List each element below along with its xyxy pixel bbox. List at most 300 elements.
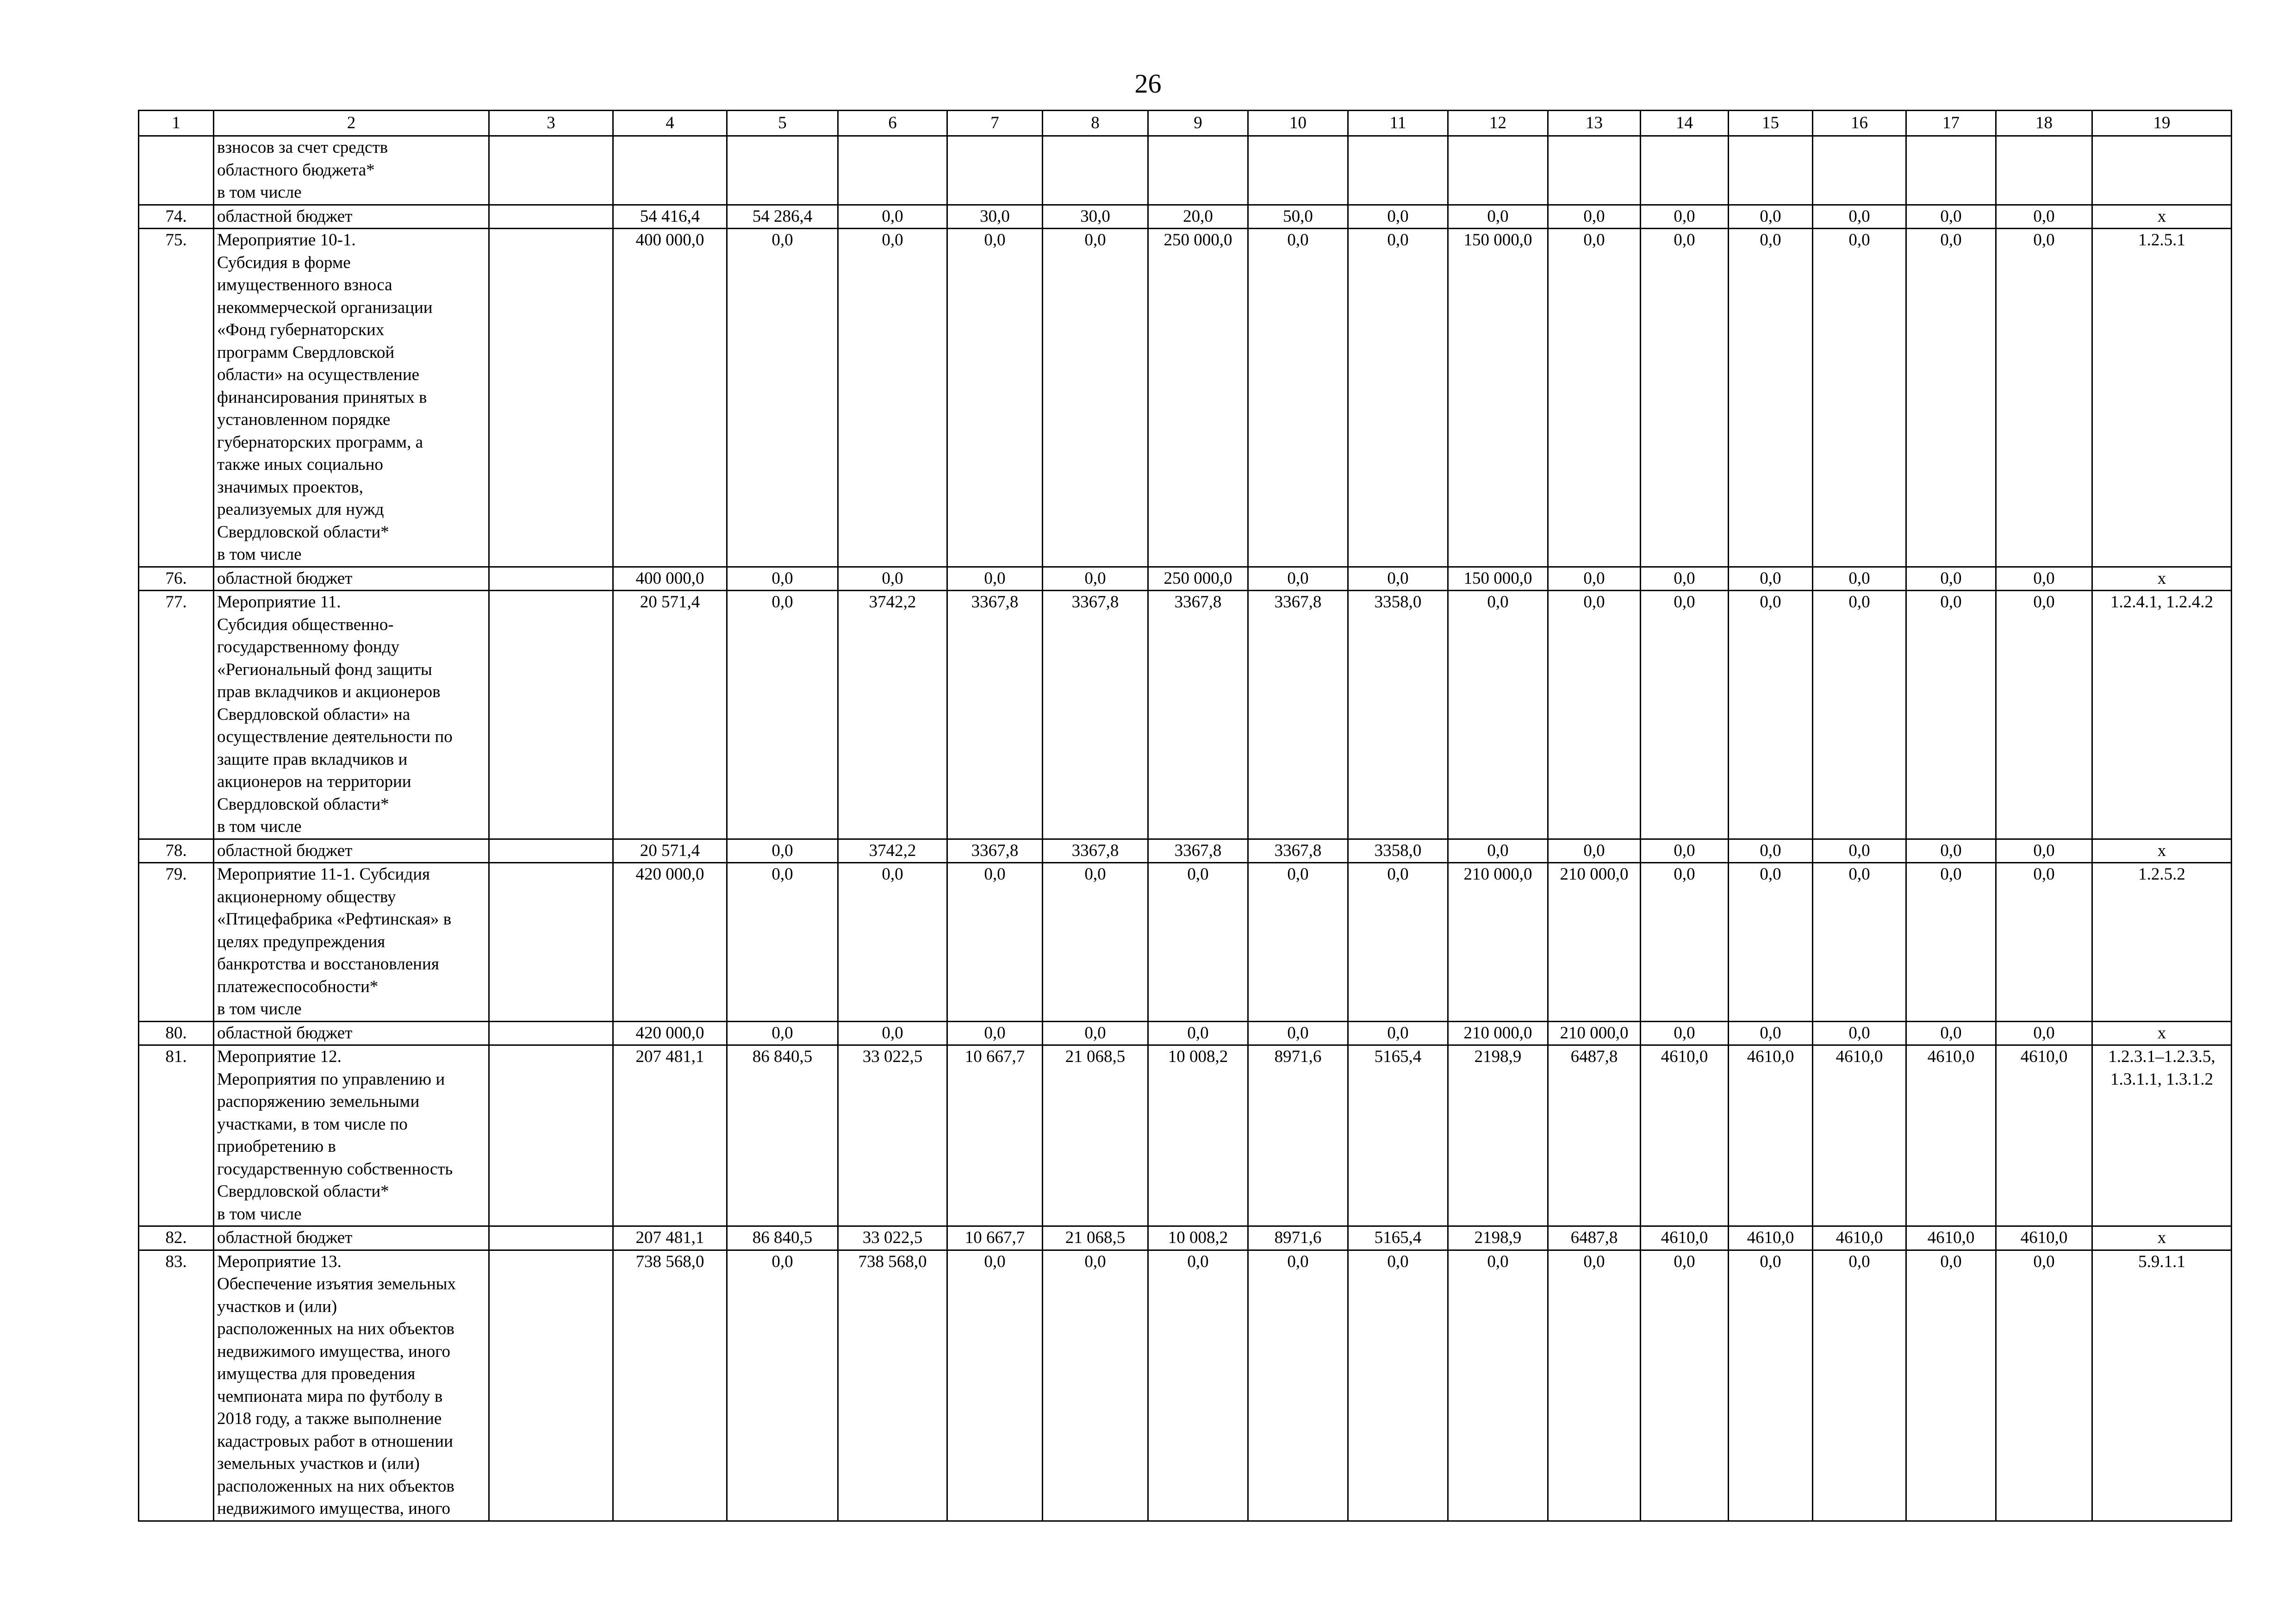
activity-name-line: Мероприятие 11.	[217, 593, 341, 612]
amount-cell	[1548, 136, 1641, 205]
activity-name-line: областной бюджет	[217, 568, 353, 588]
row-number: 78.	[139, 839, 214, 863]
column-number-header: 10	[1248, 111, 1348, 136]
target-indicator-cell	[2092, 863, 2232, 1022]
amount-cell: 0,0	[1348, 1250, 1448, 1521]
target-indicator-line: x	[2157, 568, 2166, 588]
amount-cell: 0,0	[1348, 229, 1448, 567]
amount-cell: 0,0	[1641, 1021, 1729, 1045]
amount-cell	[1996, 136, 2092, 205]
amount-cell: 400 000,0	[613, 567, 727, 591]
activity-name-line: программ Свердловской	[217, 343, 395, 362]
table-row	[139, 1021, 2232, 1045]
amount-cell: 0,0	[1348, 1021, 1448, 1045]
amount-cell: 0,0	[1906, 205, 1996, 229]
column-number-header: 12	[1448, 111, 1548, 136]
activity-name	[214, 1021, 489, 1045]
amount-cell: 0,0	[947, 1250, 1043, 1521]
table-row	[139, 1045, 2232, 1226]
column-number-header: 9	[1148, 111, 1248, 136]
amount-cell	[1906, 136, 1996, 205]
activity-name-line: реализуемых для нужд	[217, 500, 384, 519]
activity-name-line: участками, в том числе по	[217, 1114, 408, 1134]
target-indicator-cell	[2092, 1021, 2232, 1045]
column-number-header: 4	[613, 111, 727, 136]
activity-name-line: областной бюджет	[217, 1228, 353, 1247]
amount-cell: 0,0	[1043, 1021, 1148, 1045]
amount-cell: 3367,8	[1148, 839, 1248, 863]
target-indicator-cell	[2092, 839, 2232, 863]
amount-cell: 0,0	[1248, 229, 1348, 567]
activity-name-line: недвижимого имущества, иного	[217, 1342, 451, 1361]
column-3-cell	[489, 839, 613, 863]
amount-cell: 250 000,0	[1148, 567, 1248, 591]
activity-name-line: банкротства и восстановления	[217, 955, 439, 974]
column-number-header: 15	[1729, 111, 1813, 136]
target-indicator-cell	[2092, 567, 2232, 591]
target-indicator-cell	[2092, 1045, 2232, 1226]
amount-cell: 30,0	[1043, 205, 1148, 229]
amount-cell: 0,0	[1248, 567, 1348, 591]
activity-name-line: расположенных на них объектов	[217, 1319, 454, 1338]
target-indicator-cell	[2092, 136, 2232, 205]
column-number-header: 17	[1906, 111, 1996, 136]
amount-cell: 0,0	[1729, 229, 1813, 567]
table-row	[139, 1226, 2232, 1250]
amount-cell: 0,0	[1996, 591, 2092, 839]
amount-cell: 0,0	[838, 205, 947, 229]
amount-cell: 0,0	[1813, 863, 1906, 1022]
amount-cell: 21 068,5	[1043, 1045, 1148, 1226]
activity-name-line: губернаторских программ, а	[217, 432, 423, 452]
amount-cell: 420 000,0	[613, 1021, 727, 1045]
amount-cell: 0,0	[1813, 591, 1906, 839]
amount-cell: 54 286,4	[727, 205, 838, 229]
activity-name-line: недвижимого имущества, иного	[217, 1499, 451, 1518]
column-3-cell	[489, 1226, 613, 1250]
amount-cell: 8971,6	[1248, 1045, 1348, 1226]
activity-name-line: Обеспечение изъятия земельных	[217, 1274, 456, 1293]
amount-cell: 0,0	[1548, 839, 1641, 863]
amount-cell: 0,0	[1348, 567, 1448, 591]
amount-cell: 0,0	[1248, 1250, 1348, 1521]
target-indicator-cell	[2092, 229, 2232, 567]
column-3-cell	[489, 1045, 613, 1226]
activity-name	[214, 863, 489, 1022]
amount-cell: 0,0	[1148, 1250, 1248, 1521]
amount-cell: 738 568,0	[838, 1250, 947, 1521]
amount-cell: 0,0	[727, 839, 838, 863]
activity-name-line: 2018 году, а также выполнение	[217, 1409, 442, 1428]
page-number: 26	[1134, 69, 1162, 99]
target-indicator-line: x	[2157, 1023, 2166, 1043]
amount-cell: 2198,9	[1448, 1045, 1548, 1226]
column-number-header: 6	[838, 111, 947, 136]
amount-cell: 0,0	[1448, 205, 1548, 229]
target-indicator-cell	[2092, 205, 2232, 229]
amount-cell: 2198,9	[1448, 1226, 1548, 1250]
table-row	[139, 839, 2232, 863]
activity-name-line: «Птицефабрика «Рефтинская» в	[217, 910, 452, 929]
activity-name-line: «Региональный фонд защиты	[217, 660, 432, 679]
amount-cell: 0,0	[1813, 229, 1906, 567]
amount-cell: 0,0	[727, 1021, 838, 1045]
amount-cell: 0,0	[1641, 229, 1729, 567]
amount-cell: 0,0	[1996, 567, 2092, 591]
column-3-cell	[489, 136, 613, 205]
target-indicator-line: 1.2.5.1	[2138, 231, 2185, 250]
amount-cell: 10 667,7	[947, 1045, 1043, 1226]
target-indicator-line: 1.2.5.2	[2138, 865, 2185, 884]
amount-cell: 0,0	[727, 863, 838, 1022]
budget-table	[138, 110, 2232, 1522]
activity-name-line: областной бюджет	[217, 1023, 353, 1043]
column-number-header: 5	[727, 111, 838, 136]
amount-cell: 0,0	[1813, 205, 1906, 229]
amount-cell: 3742,2	[838, 591, 947, 839]
amount-cell: 0,0	[1043, 567, 1148, 591]
amount-cell: 4610,0	[1641, 1045, 1729, 1226]
column-number-header: 16	[1813, 111, 1906, 136]
column-number-header: 3	[489, 111, 613, 136]
amount-cell: 0,0	[1729, 1250, 1813, 1521]
activity-name	[214, 136, 489, 205]
amount-cell: 0,0	[1641, 863, 1729, 1022]
table-row	[139, 1250, 2232, 1521]
activity-name-line: в том числе	[217, 817, 302, 836]
table-row	[139, 591, 2232, 839]
amount-cell: 150 000,0	[1448, 567, 1548, 591]
row-number: 76.	[139, 567, 214, 591]
activity-name-line: значимых проектов,	[217, 477, 363, 497]
table-row	[139, 567, 2232, 591]
amount-cell: 4610,0	[1729, 1045, 1813, 1226]
amount-cell: 33 022,5	[838, 1226, 947, 1250]
activity-name-line: кадастровых работ в отношении	[217, 1431, 453, 1451]
amount-cell: 0,0	[1548, 591, 1641, 839]
activity-name-line: государственную собственность	[217, 1159, 453, 1179]
amount-cell	[1248, 136, 1348, 205]
amount-cell: 0,0	[1548, 1250, 1641, 1521]
amount-cell	[1148, 136, 1248, 205]
activity-name-line: платежеспособности*	[217, 977, 379, 996]
activity-name-line: в том числе	[217, 999, 302, 1018]
column-number-header: 7	[947, 111, 1043, 136]
amount-cell: 210 000,0	[1548, 1021, 1641, 1045]
activity-name-line: распоряжению земельными	[217, 1092, 420, 1111]
amount-cell: 0,0	[947, 1021, 1043, 1045]
table-body	[139, 111, 2232, 1521]
amount-cell: 0,0	[1729, 591, 1813, 839]
column-number-header: 2	[214, 111, 489, 136]
activity-name-line: областной бюджет	[217, 841, 353, 860]
activity-name-line: прав вкладчиков и акционеров	[217, 682, 441, 701]
amount-cell: 50,0	[1248, 205, 1348, 229]
activity-name-line: финансирования принятых в	[217, 387, 427, 407]
amount-cell: 250 000,0	[1148, 229, 1248, 567]
amount-cell: 0,0	[838, 567, 947, 591]
activity-name-line: в том числе	[217, 545, 302, 564]
amount-cell	[1448, 136, 1548, 205]
amount-cell	[1348, 136, 1448, 205]
amount-cell	[838, 136, 947, 205]
row-number	[139, 136, 214, 205]
amount-cell: 0,0	[1996, 839, 2092, 863]
amount-cell: 0,0	[1548, 205, 1641, 229]
activity-name	[214, 1226, 489, 1250]
amount-cell: 3742,2	[838, 839, 947, 863]
target-indicator-line: 1.2.3.1–1.2.3.5,	[2108, 1047, 2215, 1066]
activity-name-line: Мероприятие 12.	[217, 1047, 342, 1066]
activity-name-line: чемпионата мира по футболу в	[217, 1387, 443, 1406]
row-number: 82.	[139, 1226, 214, 1250]
activity-name-line: имущественного взноса	[217, 275, 392, 294]
amount-cell: 0,0	[1813, 1250, 1906, 1521]
column-number-header: 11	[1348, 111, 1448, 136]
activity-name-line: в том числе	[217, 183, 302, 202]
activity-name-line: расположенных на них объектов	[217, 1476, 454, 1496]
amount-cell: 0,0	[1148, 1021, 1248, 1045]
amount-cell: 207 481,1	[613, 1045, 727, 1226]
amount-cell: 86 840,5	[727, 1226, 838, 1250]
amount-cell: 210 000,0	[1548, 863, 1641, 1022]
amount-cell: 0,0	[1348, 863, 1448, 1022]
amount-cell	[1813, 136, 1906, 205]
activity-name-line: Мероприятия по управлению и	[217, 1069, 445, 1089]
amount-cell: 10 008,2	[1148, 1226, 1248, 1250]
row-number: 75.	[139, 229, 214, 567]
amount-cell: 0,0	[947, 229, 1043, 567]
amount-cell: 3367,8	[947, 591, 1043, 839]
amount-cell: 0,0	[1906, 1250, 1996, 1521]
activity-name-line: области» на осуществление	[217, 365, 420, 384]
activity-name-line: установленном порядке	[217, 410, 391, 429]
amount-cell: 3367,8	[1043, 591, 1148, 839]
activity-name-line: Субсидия в форме	[217, 253, 351, 272]
amount-cell: 0,0	[1729, 863, 1813, 1022]
amount-cell: 6487,8	[1548, 1045, 1641, 1226]
amount-cell: 0,0	[727, 567, 838, 591]
amount-cell: 0,0	[1813, 567, 1906, 591]
activity-name-line: «Фонд губернаторских	[217, 320, 385, 339]
amount-cell: 0,0	[1448, 591, 1548, 839]
target-indicator-line: 5.9.1.1	[2138, 1252, 2185, 1271]
amount-cell	[727, 136, 838, 205]
amount-cell: 0,0	[1906, 229, 1996, 567]
activity-name	[214, 839, 489, 863]
amount-cell: 21 068,5	[1043, 1226, 1148, 1250]
amount-cell: 0,0	[1906, 863, 1996, 1022]
amount-cell: 0,0	[1448, 1250, 1548, 1521]
amount-cell: 0,0	[1996, 229, 2092, 567]
amount-cell: 0,0	[838, 229, 947, 567]
amount-cell: 0,0	[1906, 567, 1996, 591]
amount-cell: 4610,0	[1641, 1226, 1729, 1250]
activity-name-line: некоммерческой организации	[217, 298, 433, 317]
row-number: 83.	[139, 1250, 214, 1521]
activity-name-line: Субсидия общественно-	[217, 615, 394, 634]
amount-cell: 3367,8	[947, 839, 1043, 863]
amount-cell: 0,0	[1641, 1250, 1729, 1521]
amount-cell: 0,0	[727, 591, 838, 839]
amount-cell: 10 667,7	[947, 1226, 1043, 1250]
amount-cell	[1641, 136, 1729, 205]
column-3-cell	[489, 567, 613, 591]
amount-cell: 210 000,0	[1448, 863, 1548, 1022]
amount-cell: 0,0	[727, 1250, 838, 1521]
amount-cell: 20 571,4	[613, 839, 727, 863]
activity-name-line: акционеров на территории	[217, 772, 411, 791]
amount-cell: 3367,8	[1248, 839, 1348, 863]
amount-cell: 0,0	[1996, 863, 2092, 1022]
amount-cell: 0,0	[1248, 863, 1348, 1022]
table-row	[139, 136, 2232, 205]
row-number: 80.	[139, 1021, 214, 1045]
activity-name-line: также иных социально	[217, 455, 383, 474]
amount-cell: 4610,0	[1729, 1226, 1813, 1250]
amount-cell: 0,0	[1813, 839, 1906, 863]
amount-cell: 738 568,0	[613, 1250, 727, 1521]
activity-name	[214, 1045, 489, 1226]
amount-cell: 5165,4	[1348, 1226, 1448, 1250]
amount-cell: 86 840,5	[727, 1045, 838, 1226]
amount-cell: 0,0	[1729, 839, 1813, 863]
amount-cell: 0,0	[1906, 591, 1996, 839]
column-number-header: 1	[139, 111, 214, 136]
amount-cell: 0,0	[1043, 1250, 1148, 1521]
activity-name	[214, 567, 489, 591]
amount-cell: 0,0	[838, 1021, 947, 1045]
amount-cell	[1729, 136, 1813, 205]
row-number: 74.	[139, 205, 214, 229]
amount-cell: 0,0	[947, 863, 1043, 1022]
activity-name-line: областного бюджета*	[217, 160, 375, 180]
activity-name-line: имущества для проведения	[217, 1364, 416, 1383]
target-indicator-line: x	[2157, 1228, 2166, 1247]
column-3-cell	[489, 863, 613, 1022]
column-3-cell	[489, 1250, 613, 1521]
amount-cell: 0,0	[1729, 205, 1813, 229]
amount-cell: 0,0	[1548, 229, 1641, 567]
activity-name-line: акционерному обществу	[217, 887, 396, 906]
amount-cell: 0,0	[1248, 1021, 1348, 1045]
amount-cell: 30,0	[947, 205, 1043, 229]
amount-cell: 0,0	[727, 229, 838, 567]
activity-name	[214, 1250, 489, 1521]
activity-name-line: Мероприятие 10-1.	[217, 231, 356, 250]
table-row	[139, 205, 2232, 229]
amount-cell: 33 022,5	[838, 1045, 947, 1226]
amount-cell: 6487,8	[1548, 1226, 1641, 1250]
amount-cell: 4610,0	[1813, 1226, 1906, 1250]
target-indicator-cell	[2092, 1250, 2232, 1521]
amount-cell: 0,0	[1996, 1021, 2092, 1045]
amount-cell: 0,0	[1906, 839, 1996, 863]
column-number-row	[139, 111, 2232, 136]
amount-cell: 0,0	[1548, 567, 1641, 591]
activity-name-line: Свердловской области*	[217, 1182, 389, 1201]
column-number-header: 18	[1996, 111, 2092, 136]
activity-name-line: целях предупреждения	[217, 932, 386, 951]
amount-cell: 0,0	[1996, 205, 2092, 229]
activity-name-line: областной бюджет	[217, 206, 353, 226]
activity-name	[214, 591, 489, 839]
amount-cell: 20 571,4	[613, 591, 727, 839]
column-3-cell	[489, 205, 613, 229]
target-indicator-line: x	[2157, 206, 2166, 226]
activity-name-line: государственному фонду	[217, 637, 399, 656]
amount-cell: 0,0	[1148, 863, 1248, 1022]
table-row	[139, 863, 2232, 1022]
amount-cell: 5165,4	[1348, 1045, 1448, 1226]
amount-cell: 0,0	[1641, 591, 1729, 839]
activity-name-line: земельных участков и (или)	[217, 1454, 420, 1473]
activity-name	[214, 205, 489, 229]
amount-cell: 207 481,1	[613, 1226, 727, 1250]
column-number-header: 19	[2092, 111, 2232, 136]
target-indicator-line: x	[2157, 841, 2166, 860]
amount-cell	[613, 136, 727, 205]
amount-cell: 210 000,0	[1448, 1021, 1548, 1045]
activity-name-line: Свердловской области*	[217, 794, 389, 814]
amount-cell: 0,0	[1641, 567, 1729, 591]
amount-cell: 3367,8	[1248, 591, 1348, 839]
amount-cell: 0,0	[1729, 1021, 1813, 1045]
activity-name-line: Свердловской области» на	[217, 705, 411, 724]
amount-cell: 4610,0	[1906, 1045, 1996, 1226]
amount-cell: 0,0	[838, 863, 947, 1022]
column-3-cell	[489, 591, 613, 839]
row-number: 81.	[139, 1045, 214, 1226]
amount-cell: 4610,0	[1906, 1226, 1996, 1250]
amount-cell: 20,0	[1148, 205, 1248, 229]
target-indicator-cell	[2092, 1226, 2232, 1250]
activity-name-line: взносов за счет средств	[217, 138, 388, 157]
amount-cell: 0,0	[1996, 1250, 2092, 1521]
amount-cell: 3358,0	[1348, 839, 1448, 863]
row-number: 77.	[139, 591, 214, 839]
amount-cell: 10 008,2	[1148, 1045, 1248, 1226]
amount-cell: 0,0	[1043, 229, 1148, 567]
activity-name-line: участков и (или)	[217, 1297, 337, 1316]
amount-cell: 4610,0	[1996, 1045, 2092, 1226]
activity-name-line: Мероприятие 11-1. Субсидия	[217, 865, 430, 884]
amount-cell: 420 000,0	[613, 863, 727, 1022]
amount-cell: 0,0	[1906, 1021, 1996, 1045]
amount-cell: 4610,0	[1813, 1045, 1906, 1226]
target-indicator-cell	[2092, 591, 2232, 839]
amount-cell: 0,0	[1641, 839, 1729, 863]
column-number-header: 8	[1043, 111, 1148, 136]
amount-cell: 3367,8	[1043, 839, 1148, 863]
amount-cell	[947, 136, 1043, 205]
amount-cell: 0,0	[1448, 839, 1548, 863]
activity-name	[214, 229, 489, 567]
amount-cell: 0,0	[1641, 205, 1729, 229]
column-number-header: 14	[1641, 111, 1729, 136]
activity-name-line: Свердловской области*	[217, 522, 389, 542]
table-row	[139, 229, 2232, 567]
amount-cell: 0,0	[1043, 863, 1148, 1022]
activity-name-line: приобретению в	[217, 1137, 336, 1156]
amount-cell: 400 000,0	[613, 229, 727, 567]
amount-cell: 0,0	[947, 567, 1043, 591]
amount-cell: 0,0	[1813, 1021, 1906, 1045]
column-number-header: 13	[1548, 111, 1641, 136]
column-3-cell	[489, 229, 613, 567]
activity-name-line: Мероприятие 13.	[217, 1252, 342, 1271]
activity-name-line: осуществление деятельности по	[217, 727, 453, 746]
